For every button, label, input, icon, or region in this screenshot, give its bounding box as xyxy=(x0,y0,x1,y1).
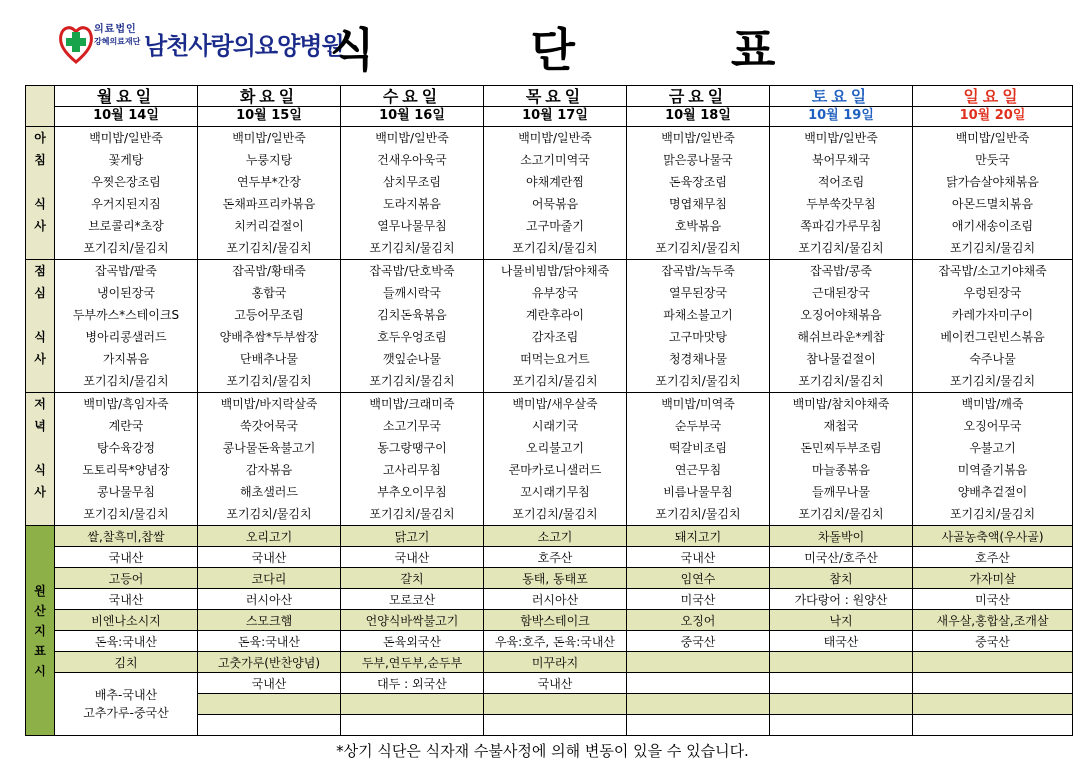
menu-item: 가지볶음 xyxy=(102,352,150,366)
menu-item: 탕수육강정 xyxy=(97,441,155,455)
origin-cell: 호주산 xyxy=(913,547,1073,568)
day-header xyxy=(770,86,913,127)
menu-item: 잡곡밥/단호박죽 xyxy=(369,264,455,278)
day-header xyxy=(341,86,484,127)
menu-item: 깻잎순나물 xyxy=(383,352,441,366)
origin-row xyxy=(26,631,1073,652)
menu-item: 백미밥/깨죽 xyxy=(961,397,1024,411)
origin-label-char: 산 xyxy=(34,603,46,618)
menu-item: 백미밥/일반죽 xyxy=(661,131,735,145)
menu-item: 오징어무국 xyxy=(963,419,1022,433)
origin-cell: 러시아산 xyxy=(198,589,341,610)
origin-cell: 국내산 xyxy=(484,673,627,694)
menu-item: 도토리묵*양념장 xyxy=(82,463,170,477)
dinner-row xyxy=(26,393,1073,526)
menu-item: 백미밥/일반죽 xyxy=(375,131,449,145)
origin-cell: 대두 : 외국산 xyxy=(341,673,484,694)
day-name: 월요일 xyxy=(96,87,156,106)
dinner-menu-cell xyxy=(484,393,627,526)
meal-label-char: 아 xyxy=(34,131,46,145)
menu-item: 백미밥/흑임자죽 xyxy=(83,397,169,411)
meal-label-char: 사 xyxy=(34,352,46,366)
day-name: 목요일 xyxy=(525,87,585,106)
menu-item: 백미밥/일반죽 xyxy=(804,131,878,145)
menu-item: 연근무침 xyxy=(674,463,722,477)
day-date: 10월 18일 xyxy=(627,106,769,124)
breakfast-menu-cell xyxy=(198,127,341,260)
menu-item: 해쉬브라운*케찹 xyxy=(797,330,885,344)
dinner-menu-cell xyxy=(627,393,770,526)
menu-item: 포기김치/물김치 xyxy=(83,507,169,521)
menu-item: 포기김치/물김치 xyxy=(798,241,884,255)
menu-item: 파채소불고기 xyxy=(663,308,733,322)
menu-item: 맑은콩나물국 xyxy=(663,153,733,167)
lunch-menu-cell xyxy=(627,260,770,393)
origin-cell-empty xyxy=(484,694,627,715)
menu-item: 꼬시래기무침 xyxy=(520,485,590,499)
day-date: 10월 19일 xyxy=(770,106,912,124)
heart-cross-icon xyxy=(58,22,94,64)
day-name: 화요일 xyxy=(239,87,299,106)
origin-cell: 호주산 xyxy=(484,547,627,568)
menu-item: 양배추겉절이 xyxy=(957,485,1028,499)
menu-item: 백미밥/크래미죽 xyxy=(369,397,455,411)
menu-item: 소고기무국 xyxy=(383,419,441,433)
breakfast-menu-cell xyxy=(484,127,627,260)
menu-item: 돈민찌두부조림 xyxy=(800,441,882,455)
meal-label-char: 녁 xyxy=(34,419,46,433)
origin-label xyxy=(26,526,55,736)
menu-item: 닭가슴살야채볶음 xyxy=(946,175,1039,189)
origin-cell: 두부,연두부,순두부 xyxy=(341,652,484,673)
origin-cell: 낙지 xyxy=(770,610,913,631)
origin-cell xyxy=(627,652,770,673)
origin-cell: 코다리 xyxy=(198,568,341,589)
origin-cell: 돈육:국내산 xyxy=(198,631,341,652)
meal-label-char: 식 xyxy=(34,197,46,211)
menu-item: 호두우엉조림 xyxy=(377,330,447,344)
menu-item: 계란국 xyxy=(108,419,144,433)
menu-item: 포기김치/물김치 xyxy=(655,241,741,255)
menu-item: 시래기국 xyxy=(531,419,579,433)
menu-item: 포기김치/물김치 xyxy=(83,241,169,255)
origin-cell: 함박스테이크 xyxy=(484,610,627,631)
menu-item: 마늘종볶음 xyxy=(812,463,870,477)
menu-item: 감자조림 xyxy=(531,330,579,344)
menu-item: 계란후라이 xyxy=(526,308,584,322)
breakfast-menu-cell xyxy=(913,127,1073,260)
menu-item: 누룽지탕 xyxy=(245,153,293,167)
meal-label-char: 식 xyxy=(34,330,46,344)
menu-item: 두부까스*스테이크S xyxy=(72,308,180,322)
menu-item: 잡곡밥/녹두죽 xyxy=(661,264,735,278)
menu-item: 돈육장조림 xyxy=(669,175,727,189)
menu-item: 비름나물무침 xyxy=(663,485,733,499)
menu-item: 고구마맛탕 xyxy=(669,330,727,344)
page-header xyxy=(0,0,1085,84)
hospital-name: 남천사랑의요양병원 xyxy=(144,32,344,60)
menu-item: 감자볶음 xyxy=(245,463,293,477)
origin-cell: 참치 xyxy=(770,568,913,589)
day-date: 10월 20일 xyxy=(913,106,1072,124)
day-header xyxy=(627,86,770,127)
meal-label-char: 심 xyxy=(34,286,46,300)
day-header xyxy=(484,86,627,127)
menu-item: 고사리무침 xyxy=(383,463,441,477)
origin-cell xyxy=(627,673,770,694)
origin-label-char: 지 xyxy=(34,623,46,638)
origin-cell-empty xyxy=(627,715,770,736)
menu-item: 참나물겉절이 xyxy=(806,352,876,366)
page-title: 식 단 표 xyxy=(330,23,846,77)
menu-item: 재첩국 xyxy=(823,419,859,433)
lunch-menu-cell xyxy=(341,260,484,393)
menu-item: 어묵볶음 xyxy=(531,197,579,211)
day-header xyxy=(55,86,198,127)
origin-cell: 중국산 xyxy=(627,631,770,652)
origin-row xyxy=(26,589,1073,610)
menu-item: 건새우아욱국 xyxy=(377,153,447,167)
hospital-logo xyxy=(58,22,348,68)
origin-cell: 차돌박이 xyxy=(770,526,913,547)
menu-item: 우거지된지짐 xyxy=(91,197,161,211)
menu-item: 해초샐러드 xyxy=(240,485,298,499)
day-date: 10월 15일 xyxy=(198,106,340,124)
day-date: 10월 14일 xyxy=(55,106,197,124)
menu-item: 적어조림 xyxy=(817,175,865,189)
meal-table xyxy=(25,85,1073,736)
origin-cell: 고등어 xyxy=(55,568,198,589)
menu-item: 양배추쌈*두부쌈장 xyxy=(219,330,319,344)
origin-cell: 비엔나소시지 xyxy=(55,610,198,631)
breakfast-menu-cell xyxy=(55,127,198,260)
menu-item: 쑥갓어묵국 xyxy=(240,419,298,433)
origin-cell: 스모크햄 xyxy=(198,610,341,631)
menu-item: 도라지볶음 xyxy=(383,197,441,211)
origin-cell: 국내산 xyxy=(198,547,341,568)
menu-item: 홍합국 xyxy=(251,286,287,300)
day-name: 수요일 xyxy=(382,87,442,106)
lunch-label xyxy=(26,260,55,393)
menu-item: 소고기미역국 xyxy=(520,153,590,167)
origin-cell: 중국산 xyxy=(913,631,1073,652)
origin-cell: 돈육외국산 xyxy=(341,631,484,652)
menu-item: 호박볶음 xyxy=(674,219,722,233)
menu-item: 만둣국 xyxy=(975,153,1010,167)
menu-item: 포기김치/물김치 xyxy=(226,507,312,521)
origin-note-line: 배추-국내산 xyxy=(94,688,158,702)
day-date: 10월 16일 xyxy=(341,106,483,124)
origin-label-char: 원 xyxy=(34,583,46,598)
menu-item: 우찟은장조림 xyxy=(91,175,161,189)
origin-cell: 임연수 xyxy=(627,568,770,589)
origin-label-char: 시 xyxy=(34,663,46,678)
day-name: 금요일 xyxy=(668,87,728,106)
origin-cell: 미국산 xyxy=(627,589,770,610)
day-header xyxy=(913,86,1073,127)
menu-item: 포기김치/물김치 xyxy=(226,241,312,255)
origin-cell: 국내산 xyxy=(341,547,484,568)
menu-item: 포기김치/물김치 xyxy=(83,374,169,388)
origin-label-char: 표 xyxy=(34,643,46,658)
menu-item: 베이컨그린빈스볶음 xyxy=(940,330,1045,344)
menu-item: 잡곡밥/콩죽 xyxy=(809,264,872,278)
origin-cell: 고춧가루(반찬양념) xyxy=(198,652,341,673)
menu-item: 포기김치/물김치 xyxy=(798,507,884,521)
menu-item: 아몬드멸치볶음 xyxy=(951,197,1034,211)
origin-cell: 국내산 xyxy=(55,589,198,610)
menu-item: 백미밥/일반죽 xyxy=(955,131,1030,145)
menu-item: 부추오이무침 xyxy=(377,485,447,499)
origin-cell-empty xyxy=(770,715,913,736)
menu-item: 포기김치/물김치 xyxy=(369,374,455,388)
origin-cell: 모로코산 xyxy=(341,589,484,610)
origin-cell xyxy=(913,673,1073,694)
menu-item: 잡곡밥/황태죽 xyxy=(232,264,306,278)
origin-cell: 돈육:국내산 xyxy=(55,631,198,652)
menu-item: 백미밥/일반죽 xyxy=(518,131,592,145)
menu-item: 백미밥/참치야채죽 xyxy=(792,397,890,411)
origin-cell: 태국산 xyxy=(770,631,913,652)
lunch-menu-cell xyxy=(484,260,627,393)
menu-item: 포기김치/물김치 xyxy=(949,374,1036,388)
meal-label-char: 저 xyxy=(34,397,46,411)
origin-cell: 돼지고기 xyxy=(627,526,770,547)
logo-subtext: 의료법인 강혜의료재단 xyxy=(94,24,141,46)
menu-item: 고등어무조림 xyxy=(234,308,304,322)
origin-cell: 미꾸라지 xyxy=(484,652,627,673)
day-name: 일요일 xyxy=(963,87,1022,106)
origin-cell: 동태, 동태포 xyxy=(484,568,627,589)
menu-item: 콩나물돈육불고기 xyxy=(222,441,316,455)
origin-row xyxy=(26,652,1073,673)
meal-label-char: 식 xyxy=(34,463,46,477)
menu-item: 브로콜리*초장 xyxy=(88,219,164,233)
menu-item: 포기김치/물김치 xyxy=(226,374,312,388)
menu-item: 들깨무나물 xyxy=(812,485,870,499)
origin-cell: 미국산 xyxy=(913,589,1073,610)
menu-item: 애기새송이조림 xyxy=(951,219,1034,233)
menu-item: 단배추나물 xyxy=(240,352,298,366)
day-header xyxy=(198,86,341,127)
menu-item: 카레가자미구이 xyxy=(951,308,1034,322)
origin-row xyxy=(26,526,1073,547)
menu-item: 콘마카로니샐러드 xyxy=(508,463,602,477)
lunch-menu-cell xyxy=(198,260,341,393)
origin-cell: 가자미살 xyxy=(913,568,1073,589)
meal-label-char: 사 xyxy=(34,219,46,233)
menu-item: 오리불고기 xyxy=(526,441,584,455)
menu-item: 숙주나물 xyxy=(969,352,1016,366)
day-name: 토요일 xyxy=(811,87,871,106)
origin-cell: 가다랑어 : 원양산 xyxy=(770,589,913,610)
origin-row xyxy=(26,610,1073,631)
footnote: *상기 식단은 식자재 수불사정에 의해 변동이 있을 수 있습니다. xyxy=(336,742,749,760)
lunch-menu-cell xyxy=(770,260,913,393)
origin-cell xyxy=(913,652,1073,673)
breakfast-menu-cell xyxy=(770,127,913,260)
origin-cell: 국내산 xyxy=(198,673,341,694)
menu-item: 우불고기 xyxy=(969,441,1016,455)
origin-cell: 국내산 xyxy=(627,547,770,568)
menu-item: 연두부*간장 xyxy=(237,175,301,189)
menu-item: 명엽채무침 xyxy=(669,197,727,211)
meal-label-char: 사 xyxy=(34,485,46,499)
lunch-row xyxy=(26,260,1073,393)
dinner-menu-cell xyxy=(341,393,484,526)
corner-cell xyxy=(26,86,55,127)
menu-item: 청경채나물 xyxy=(669,352,727,366)
breakfast-row xyxy=(26,127,1073,260)
menu-item: 포기김치/물김치 xyxy=(949,507,1036,521)
origin-cell-empty xyxy=(198,715,341,736)
menu-item: 돈채파프리카볶음 xyxy=(222,197,316,211)
origin-cell xyxy=(770,652,913,673)
origin-note xyxy=(55,673,198,736)
menu-item: 포기김치/물김치 xyxy=(512,374,598,388)
menu-item: 백미밥/바지락살죽 xyxy=(220,397,318,411)
dinner-label xyxy=(26,393,55,526)
menu-item: 치커리겉절이 xyxy=(234,219,304,233)
origin-cell-empty xyxy=(341,694,484,715)
meal-label-char xyxy=(26,304,54,326)
lunch-menu-cell xyxy=(55,260,198,393)
menu-item: 병아리콩샐러드 xyxy=(85,330,167,344)
origin-row xyxy=(26,568,1073,589)
menu-item: 동그랑땡구이 xyxy=(377,441,447,455)
menu-item: 열무나물무침 xyxy=(377,219,447,233)
menu-item: 삼치무조림 xyxy=(383,175,441,189)
origin-cell: 쌀,찰흑미,찹쌀 xyxy=(55,526,198,547)
day-header-row xyxy=(26,86,1073,127)
menu-item: 백미밥/새우살죽 xyxy=(512,397,598,411)
origin-cell: 갈치 xyxy=(341,568,484,589)
menu-item: 떠먹는요거트 xyxy=(520,352,590,366)
menu-item: 떡갈비조림 xyxy=(669,441,727,455)
origin-cell: 닭고기 xyxy=(341,526,484,547)
menu-item: 백미밥/일반죽 xyxy=(232,131,306,145)
origin-cell: 오징어 xyxy=(627,610,770,631)
origin-cell: 사골농축액(우사골) xyxy=(913,526,1073,547)
origin-cell: 김치 xyxy=(55,652,198,673)
dinner-menu-cell xyxy=(55,393,198,526)
origin-row xyxy=(26,547,1073,568)
menu-item: 열무된장국 xyxy=(669,286,727,300)
menu-item: 야채계란찜 xyxy=(526,175,584,189)
menu-item: 두부쑥갓무침 xyxy=(806,197,876,211)
meal-label-char: 점 xyxy=(34,264,46,278)
origin-cell: 우육:호주, 돈육:국내산 xyxy=(484,631,627,652)
menu-item: 우렁된장국 xyxy=(963,286,1022,300)
menu-item: 포기김치/물김치 xyxy=(655,507,741,521)
menu-item: 포기김치/물김치 xyxy=(369,507,455,521)
menu-item: 꽃게탕 xyxy=(108,153,144,167)
menu-item: 포기김치/물김치 xyxy=(798,374,884,388)
origin-cell-empty xyxy=(913,715,1073,736)
meal-label-char xyxy=(26,437,54,459)
day-date: 10월 17일 xyxy=(484,106,626,124)
meal-label-char: 침 xyxy=(34,153,46,167)
origin-row xyxy=(26,673,1073,694)
origin-cell-empty xyxy=(341,715,484,736)
origin-cell: 미국산/호주산 xyxy=(770,547,913,568)
menu-item: 포기김치/물김치 xyxy=(369,241,455,255)
origin-cell: 소고기 xyxy=(484,526,627,547)
menu-item: 콩나물무침 xyxy=(97,485,155,499)
menu-item: 백미밥/일반죽 xyxy=(89,131,163,145)
menu-item: 고구마줄기 xyxy=(526,219,584,233)
meal-label-char xyxy=(26,171,54,193)
menu-item: 포기김치/물김치 xyxy=(512,241,598,255)
dinner-menu-cell xyxy=(913,393,1073,526)
origin-note-line: 고추가루-중국산 xyxy=(83,706,169,720)
menu-item: 북어무채국 xyxy=(812,153,870,167)
origin-cell xyxy=(770,673,913,694)
origin-cell: 러시아산 xyxy=(484,589,627,610)
menu-item: 잡곡밥/소고기야채죽 xyxy=(938,264,1047,278)
origin-cell-empty xyxy=(770,694,913,715)
dinner-menu-cell xyxy=(770,393,913,526)
origin-cell: 언양식바싹불고기 xyxy=(341,610,484,631)
menu-item: 오징어야채볶음 xyxy=(800,308,882,322)
origin-cell-empty xyxy=(627,694,770,715)
menu-item: 포기김치/물김치 xyxy=(512,507,598,521)
menu-item: 백미밥/미역죽 xyxy=(661,397,735,411)
menu-item: 포기김치/물김치 xyxy=(655,374,741,388)
dinner-menu-cell xyxy=(198,393,341,526)
menu-item: 잡곡밥/팥죽 xyxy=(94,264,157,278)
menu-item: 쪽파김가루무침 xyxy=(800,219,882,233)
origin-cell-empty xyxy=(198,694,341,715)
menu-item: 유부장국 xyxy=(531,286,579,300)
breakfast-menu-cell xyxy=(627,127,770,260)
breakfast-menu-cell xyxy=(341,127,484,260)
origin-cell-empty xyxy=(484,715,627,736)
menu-item: 나물비빔밥/닭야채죽 xyxy=(500,264,610,278)
menu-item: 포기김치/물김치 xyxy=(949,241,1036,255)
menu-item: 근대된장국 xyxy=(812,286,870,300)
origin-cell-empty xyxy=(913,694,1073,715)
menu-item: 들깨시락국 xyxy=(383,286,441,300)
origin-cell: 오리고기 xyxy=(198,526,341,547)
origin-cell: 국내산 xyxy=(55,547,198,568)
menu-item: 김치돈육볶음 xyxy=(377,308,447,322)
menu-item: 순두부국 xyxy=(674,419,722,433)
origin-cell: 새우살,홍합살,조개살 xyxy=(913,610,1073,631)
menu-item: 미역줄기볶음 xyxy=(957,463,1028,477)
breakfast-label xyxy=(26,127,55,260)
menu-item: 냉이된장국 xyxy=(97,286,155,300)
lunch-menu-cell xyxy=(913,260,1073,393)
